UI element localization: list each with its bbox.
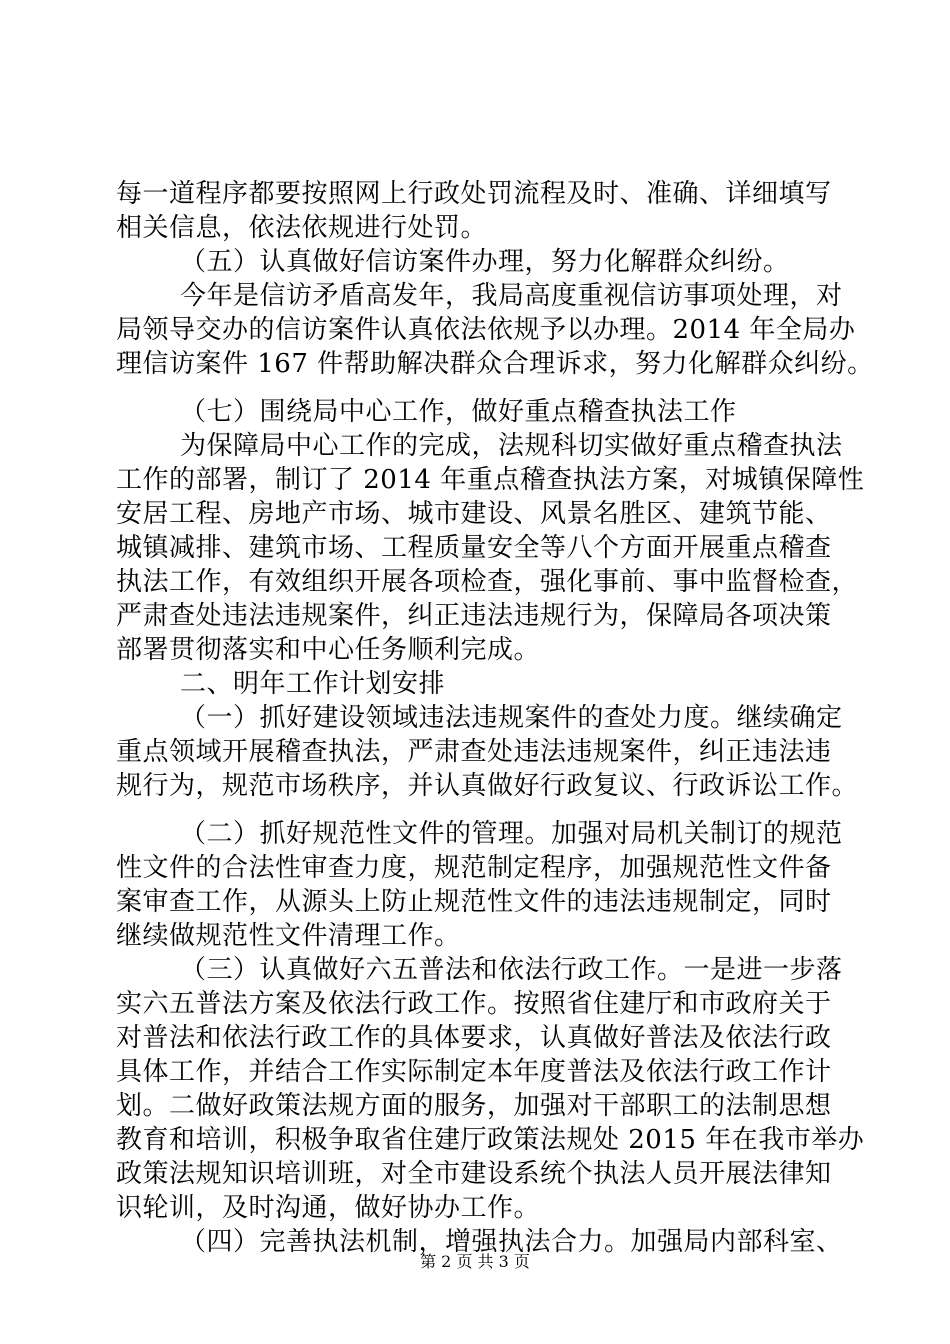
text-line: 继续做规范性文件清理工作。 [116,921,461,951]
text-line: （一）抓好建设领域违法违规案件的查处力度。继续确定 [180,703,843,733]
text-line: 识轮训，及时沟通，做好协办工作。 [116,1193,541,1223]
section-heading: 二、明年工作计划安排 [180,669,446,699]
text-line: 为保障局中心工作的完成，法规科切实做好重点稽查执法 [180,431,843,461]
section-heading: （七）围绕局中心工作，做好重点稽查执法工作 [180,397,737,427]
text-line: 性文件的合法性审查力度，规范制定程序，加强规范性文件备 [116,853,832,883]
text-line: 安居工程、房地产市场、城市建设、风景名胜区、建筑节能、 [116,499,832,529]
text-line: 城镇减排、建筑市场、工程质量安全等八个方面开展重点稽查 [116,533,832,563]
text-line: （三）认真做好六五普法和依法行政工作。一是进一步落 [180,955,843,985]
page-footer: 第 2 页 共 3 页 [420,1252,530,1271]
text-line: 政策法规知识培训班，对全市建设系统个执法人员开展法律知 [116,1159,832,1189]
text-line: （四）完善执法机制，增强执法合力。加强局内部科室、 [180,1227,843,1257]
section-heading: （五）认真做好信访案件办理，努力化解群众纠纷。 [180,247,790,277]
text-line: 重点领域开展稽查执法，严肃查处违法违规案件，纠正违法违 [116,737,832,767]
text-line: （二）抓好规范性文件的管理。加强对局机关制订的规范 [180,819,843,849]
text-line: 每一道程序都要按照网上行政处罚流程及时、准确、详细填写 [116,179,832,209]
text-line: 今年是信访矛盾高发年，我局高度重视信访事项处理，对 [180,281,843,311]
text-line: 划。二做好政策法规方面的服务，加强对干部职工的法制思想 [116,1091,832,1121]
text-line: 理信访案件 167 件帮助解决群众合理诉求，努力化解群众纠纷。 [116,349,874,379]
text-line: 实六五普法方案及依法行政工作。按照省住建厅和市政府关于 [116,989,832,1019]
text-line: 执法工作，有效组织开展各项检查，强化事前、事中监督检查， [116,567,859,597]
text-line: 对普法和依法行政工作的具体要求，认真做好普法及依法行政 [116,1023,832,1053]
text-line: 工作的部署，制订了 2014 年重点稽查执法方案，对城镇保障性 [116,465,865,495]
text-line: 严肃查处违法违规案件，纠正违法违规行为，保障局各项决策 [116,601,832,631]
text-line: 规行为，规范市场秩序，并认真做好行政复议、行政诉讼工作。 [116,771,859,801]
text-line: 部署贯彻落实和中心任务顺利完成。 [116,635,541,665]
text-line: 局领导交办的信访案件认真依法依规予以办理。2014 年全局办 [116,315,856,345]
text-line: 教育和培训，积极争取省住建厅政策法规处 2015 年在我市举办 [116,1125,865,1155]
text-line: 案审查工作，从源头上防止规范性文件的违法违规制定，同时 [116,887,832,917]
text-line: 相关信息，依法依规进行处罚。 [116,213,488,243]
text-line: 具体工作，并结合工作实际制定本年度普法及依法行政工作计 [116,1057,832,1087]
